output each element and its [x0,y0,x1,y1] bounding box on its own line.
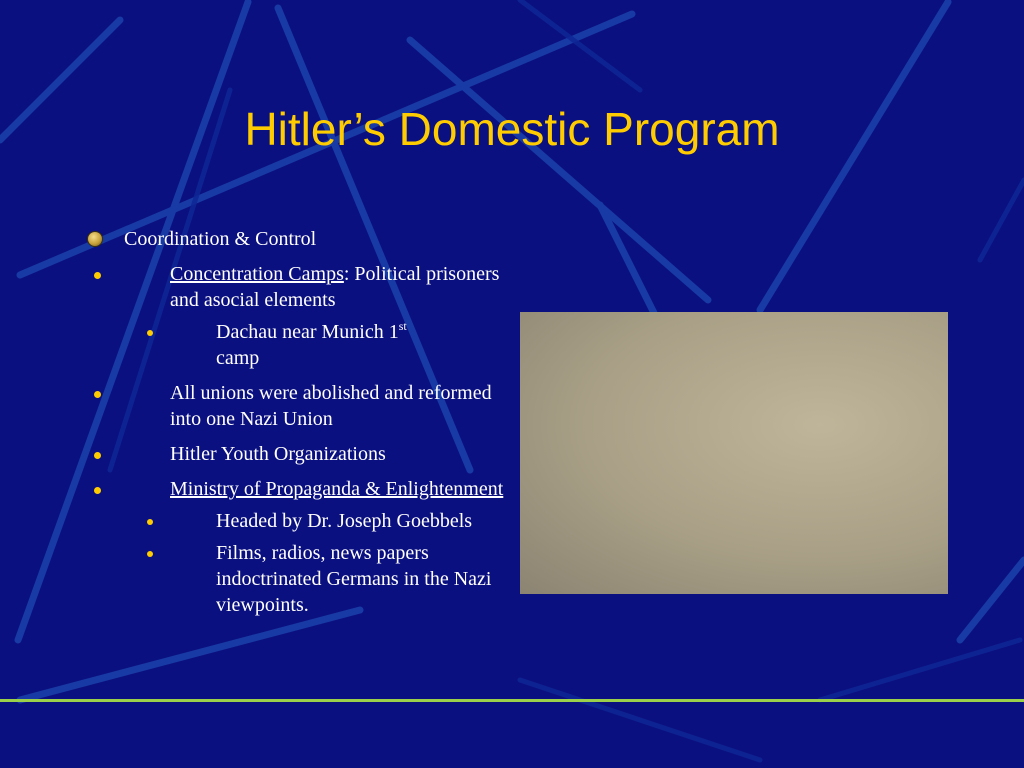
bullet-text: Films, radios, news papers indoctrinated Germans in the Nazi viewpoints. [216,542,492,616]
dot-bullet-icon [147,519,153,525]
list-item-goebbels [170,508,508,534]
bullet-text: camp [216,347,260,369]
dot-bullet-icon [94,452,101,459]
ministry-of-propaganda-link[interactable]: Ministry of Propaganda & Enlightenment [170,478,504,500]
bullet-list [88,226,508,618]
dot-bullet-icon [94,391,101,398]
ordinal-suffix: st [398,319,407,333]
footer-rule [0,699,1024,702]
historical-photo [520,312,948,594]
list-item-youth [124,441,508,467]
bullet-text: Coordination & Control [124,228,317,250]
bullet-text: All unions were abolished and reformed into one Nazi Union [170,382,492,430]
list-item-films [170,540,508,618]
bullet-text: : Political prisoners and asocial elements [170,263,500,311]
list-item-camps [124,261,508,371]
dot-bullet-icon [94,487,101,494]
slide-title: Hitler’s Domestic Program [244,103,780,155]
bullet-text: Dachau near Munich 1 [216,321,399,343]
list-item-unions [124,380,508,432]
list-item-coordination [88,226,508,618]
bullet-text: Headed by Dr. Joseph Goebbels [216,510,473,532]
dot-bullet-icon [94,272,101,279]
sphere-bullet-icon [88,232,102,246]
concentration-camps-link[interactable]: Concentration Camps [170,263,344,285]
list-item-ministry [124,476,508,618]
dot-bullet-icon [147,330,153,336]
dot-bullet-icon [147,551,153,557]
bullet-text: Hitler Youth Organizations [170,443,386,465]
list-item-dachau [170,319,508,371]
